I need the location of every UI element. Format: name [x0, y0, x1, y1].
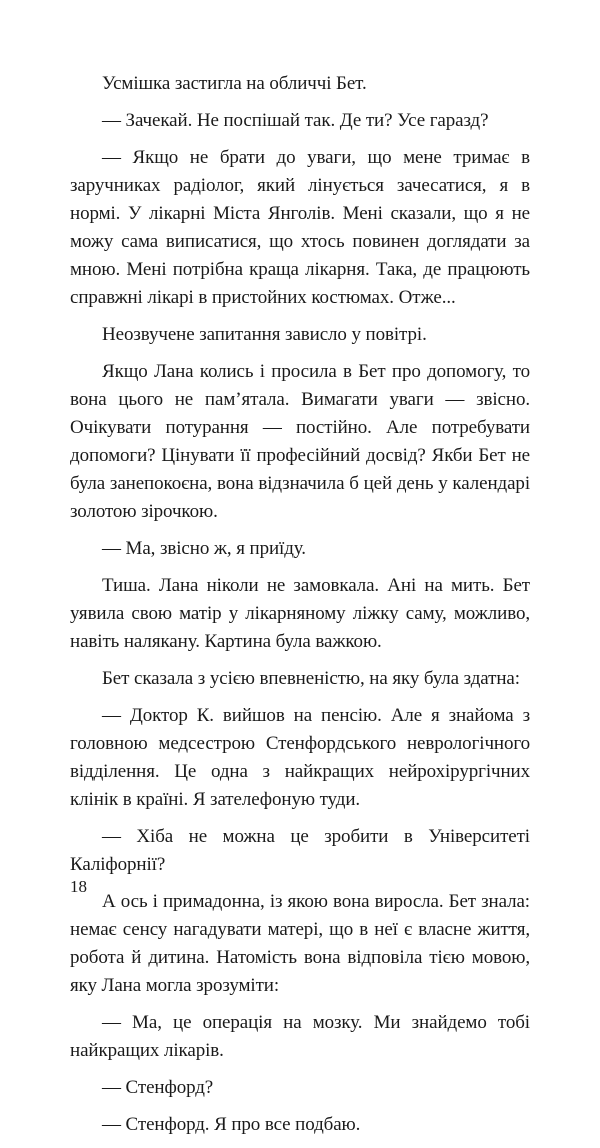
- paragraph: Бет сказала з усією впевненістю, на яку була здатна:: [102, 668, 520, 689]
- paragraph: — Ма, звісно ж, я приїду.: [102, 538, 306, 559]
- paragraph: — Зачекай. Не поспішай так. Де ти? Усе гаразд?: [102, 110, 489, 131]
- paragraph: — Доктор К. вийшов на пенсію. Але я знайома з головною медсестрою Стенфордського неврологічного відділення. Це одна з найкращих нейрохірургічних клінік в країні. Я зателефоную туди.: [70, 705, 530, 810]
- paragraph: А ось і примадонна, із якою вона виросла. Бет знала: немає сенсу нагадувати матері, що в неї є власне життя, робота й дитина. Натомість вона відповіла тією мовою, яку Лана могла зрозуміти:: [70, 891, 530, 996]
- page-body: [70, 70, 530, 1148]
- paragraph: — Якщо не брати до уваги, що мене тримає в заручниках радіолог, який лінується зачесатися, я в нормі. У лікарні Міста Янголів. Мені сказали, що я не можу сама виписатися, що хтось повинен доглядати за мною. Мені потрібна краща лікарня. Така, де працюють справжні лікарі в пристойних костюмах. Отже...: [70, 147, 530, 308]
- paragraph: Усмішка застигла на обличчі Бет.: [102, 73, 367, 94]
- paragraph: Якщо Лана колись і просила в Бет про допомогу, то вона цього не пам’ятала. Вимагати уваги — звісно. Очікувати потурання — постійно. Але потребувати допомоги? Цінувати її професійний досвід? Якби Бет не була занепокоєна, вона відзначила б цей день у календарі золотою зірочкою.: [70, 361, 530, 522]
- paragraph: — Ма, це операція на мозку. Ми знайдемо тобі найкращих лікарів.: [70, 1012, 530, 1061]
- paragraph: — Стенфорд?: [102, 1077, 214, 1098]
- page-number: 18: [70, 877, 87, 896]
- paragraph: Тиша. Лана ніколи не замовкала. Ані на мить. Бет уявила свою матір у лікарняному ліжку саму, можливо, навіть налякану. Картина була важкою.: [70, 575, 530, 652]
- paragraph: — Хіба не можна це зробити в Університеті Каліфорнії?: [70, 826, 530, 875]
- paragraph: Неозвучене запитання зависло у повітрі.: [102, 324, 427, 345]
- paragraph: — Стенфорд. Я про все подбаю.: [102, 1114, 361, 1135]
